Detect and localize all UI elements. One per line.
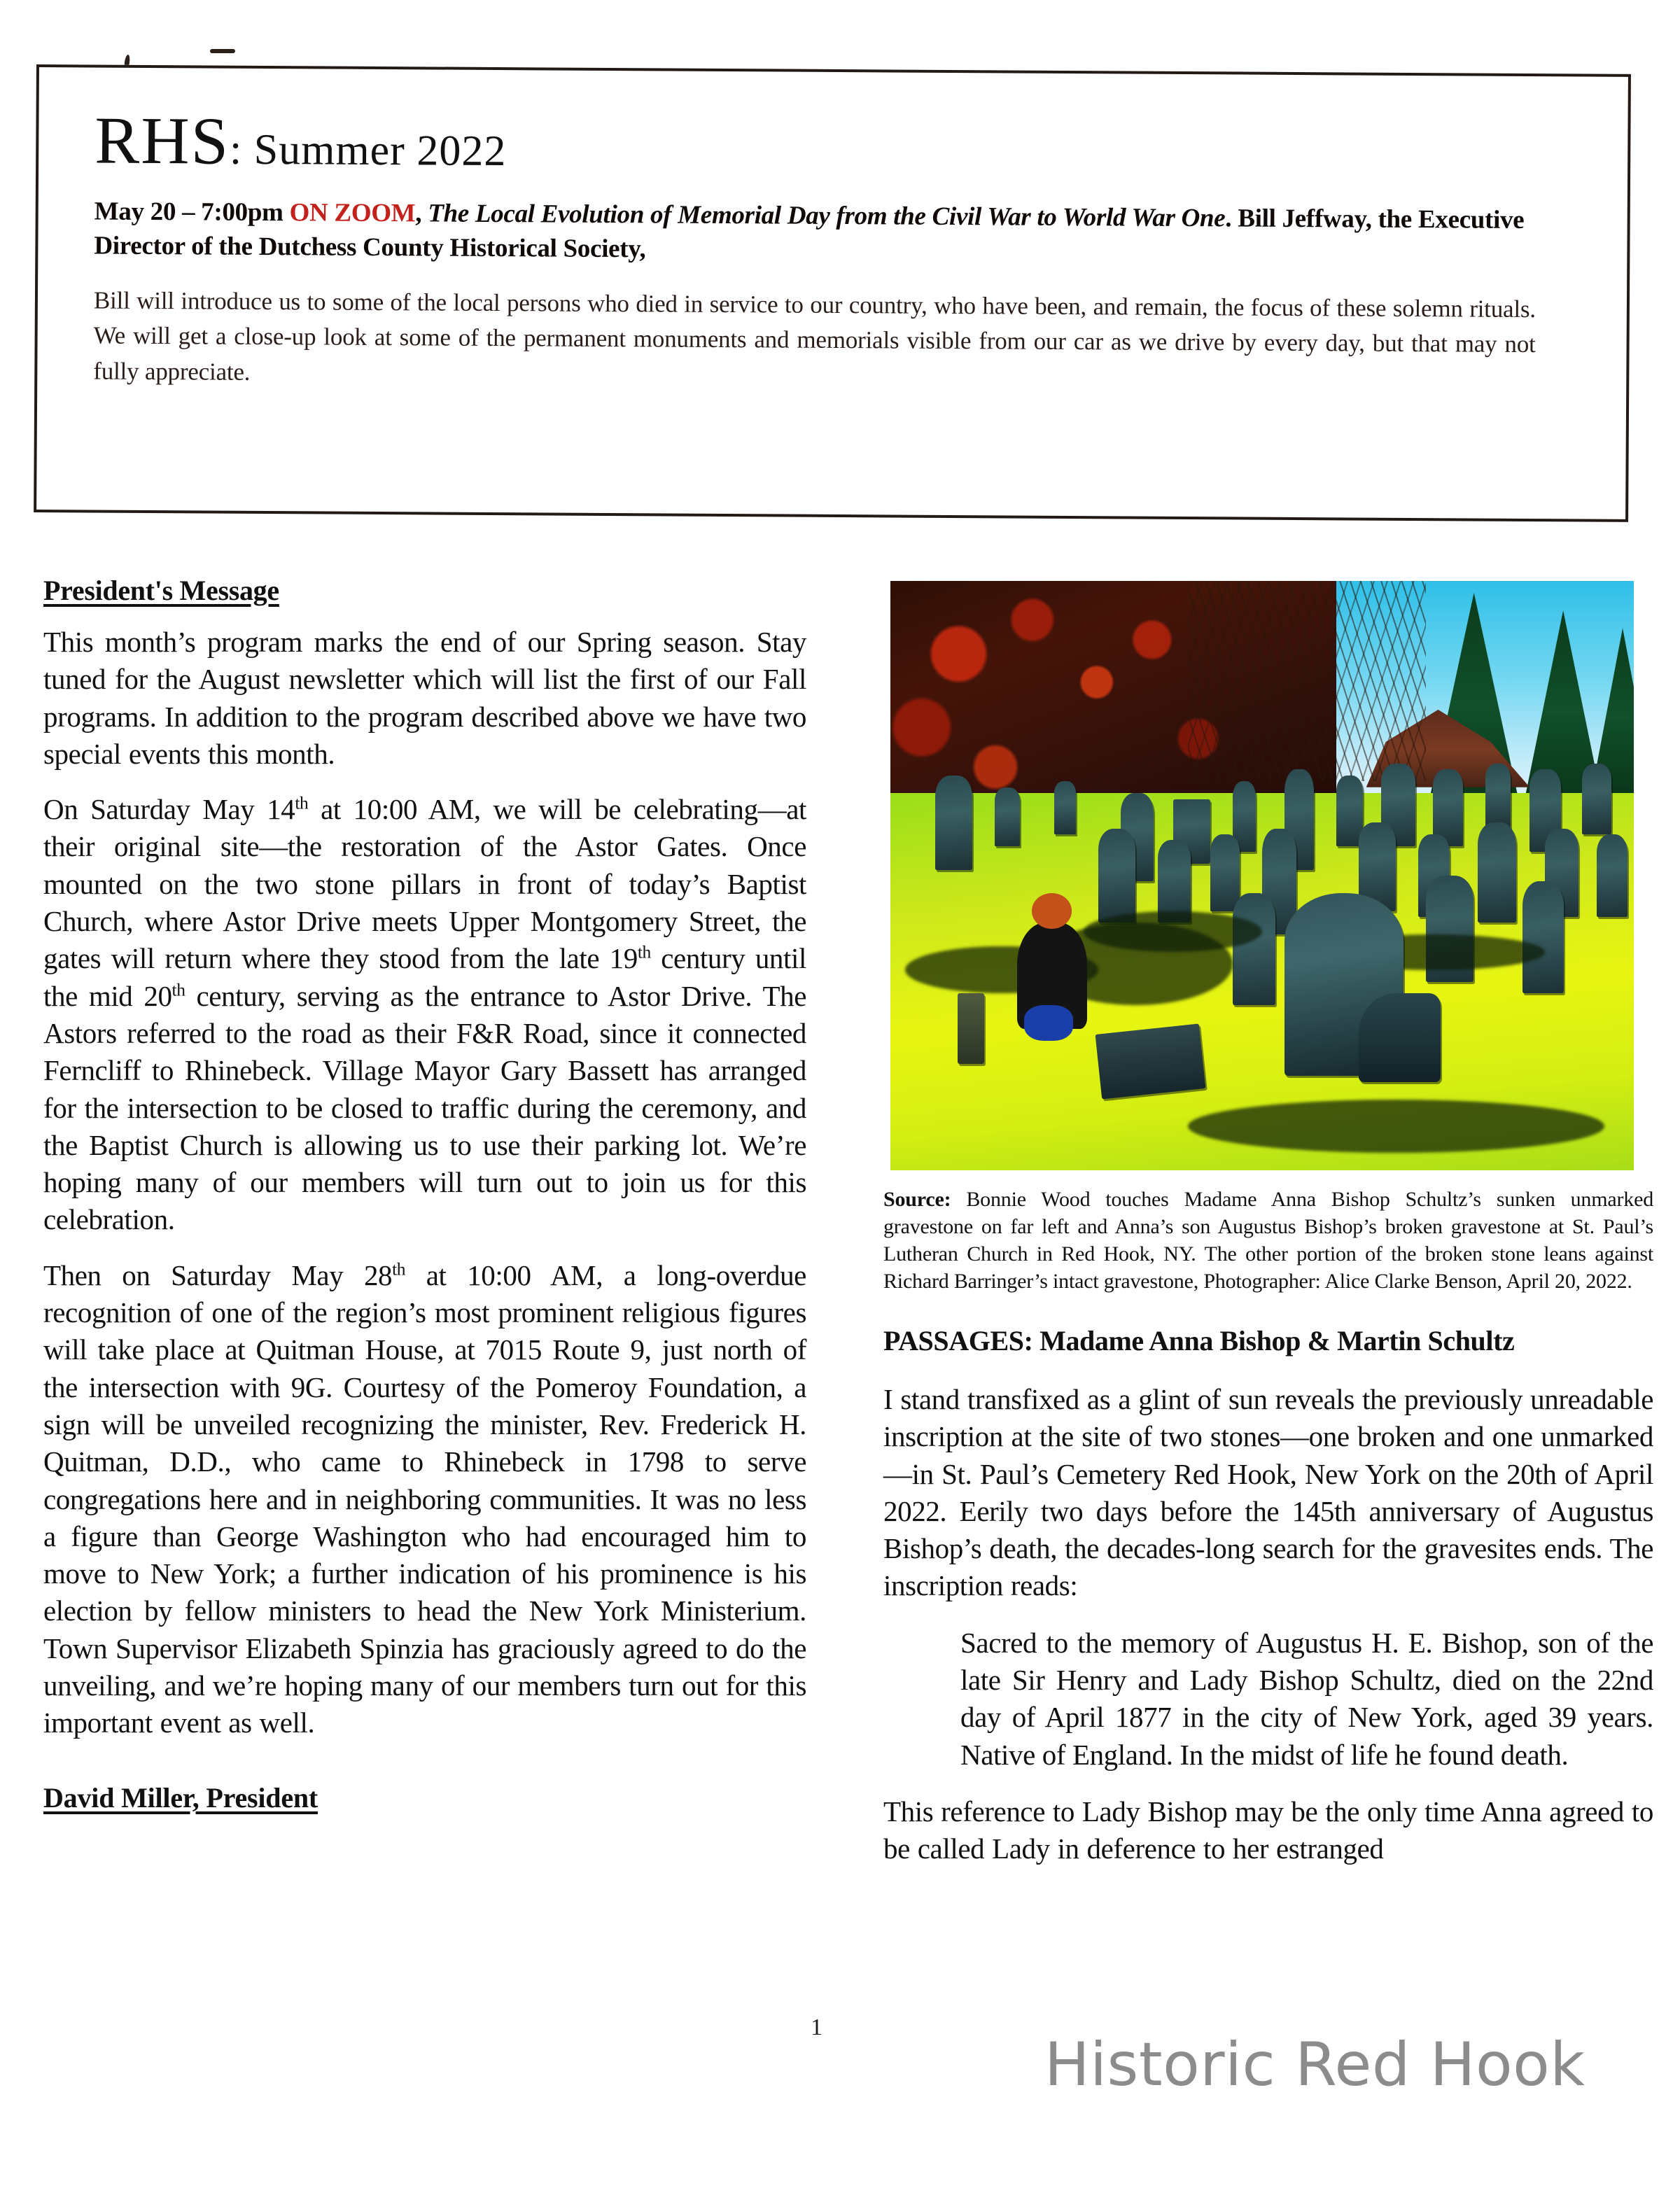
gravestone (935, 776, 972, 870)
para3-part-a: Then on Saturday May 28 (43, 1258, 393, 1291)
ordinal-suffix: th (295, 793, 309, 813)
president-signature: David Miller, President (43, 1781, 318, 1814)
event-zoom-badge: ON ZOOM (289, 198, 416, 228)
broken-gravestone-piece (1096, 1023, 1206, 1099)
event-description: Bill will introduce us to some of the local persons who died in service to our country, who have been, and remain, the focus of these solemn rituals. We will get a close-up look at some of the permanent monuments and memorials visible from our car as we drive by every day, but that may not fully appreciate. (93, 286, 1536, 386)
event-speaker: . Bill Jeffway, the Executive Director of the Dutchess County Historical Society, (94, 204, 1525, 264)
gravestone (1582, 764, 1611, 834)
presidents-message-paragraph-1: This month’s program marks the end of our Spring season. Stay tuned for the August newsletter which will list the first of our Fall programs. In addition to the program described above we have two special events this month. (43, 626, 806, 770)
para2-part-d: century, serving as the entrance to Astor Drive. The Astors referred to the road as their F&R Road, since it connected Ferncliff to Rhinebeck. Village Mayor Gary Bassett has arranged for the intersection to be closed to traffic during the ceremony, and the Baptist Church is allowing us to use their parking lot. We’re hoping many of our members will turn out to join us for this celebration. (43, 979, 806, 1236)
passages-heading: PASSAGES: Madame Anna Bishop & Martin Schultz (883, 1325, 1515, 1356)
para2-part-b: at 10:00 AM, we will be celebrating—at their original site—the restoration of the Astor Gates. Once mounted on the two stone pillars in front of today’s Baptist Church, where Astor Drive meets Upper Montgomery Street, the gates will return where they stood from the late 19 (43, 793, 806, 975)
title-acronym: RHS (94, 102, 230, 178)
scan-speck (210, 49, 235, 53)
gravestone (1098, 829, 1135, 923)
presidents-message-heading: President's Message (43, 575, 279, 606)
photo-canvas (890, 581, 1634, 1170)
event-comma: , (415, 199, 428, 228)
gravestone (1478, 822, 1516, 923)
left-column (43, 574, 806, 1814)
event-datetime: May 20 – 7:00pm (94, 197, 290, 227)
leaning-broken-stone (1359, 993, 1441, 1081)
cemetery-photograph (890, 581, 1634, 1170)
gravestone (1210, 834, 1240, 911)
right-column (883, 574, 1653, 1886)
body-columns (0, 574, 1680, 2202)
caption-source-label: Source: (883, 1188, 951, 1211)
masthead (34, 64, 1631, 522)
sunken-unmarked-gravestone (958, 993, 984, 1064)
gravestone (1158, 840, 1191, 923)
gravestone (1485, 764, 1511, 829)
ordinal-suffix: th (172, 980, 186, 1000)
grass-shadow (1188, 1100, 1604, 1153)
person-jeans (1024, 1005, 1073, 1041)
newsletter-title (94, 102, 1599, 183)
passages-paragraph-2: This reference to Lady Bishop may be the only time Anna agreed to be called Lady in deference to her estranged (883, 1795, 1653, 1865)
title-season: : Summer 2022 (229, 125, 507, 176)
para2-part-c: century until the mid 20 (43, 942, 807, 1012)
gravestone (1597, 834, 1628, 917)
para3-part-b: at 10:00 AM, a long-overdue recognition of one of the region’s most prominent religious figures will take place at Quitman House, at 7015 Route 9, just north of the intersection with 9G. Courtesy of the Pomeroy Foundation, a sign will be unveiled recognizing the minister, Rev. Frederick H. Quitman, D.D., who came to Rhinebeck in 1798 to serve congregations here and in neighboring communities. It was no less a figure than George Washington who had encouraged him to move to New York; a further indication of his prominence is his election by fellow ministers to head the New York Ministerium. Town Supervisor Elizabeth Spinzia has graciously agreed to do the unveiling, and we’re hoping many of our members turn out for this important event as well. (43, 1258, 806, 1739)
person-head (1032, 893, 1072, 929)
event-title: The Local Evolution of Memorial Day from the Civil War to World War One (428, 199, 1226, 233)
gravestone (1054, 781, 1077, 834)
ordinal-suffix: th (637, 942, 651, 962)
ordinal-suffix: th (392, 1259, 406, 1279)
gravestone (995, 787, 1020, 846)
page-number: 1 (811, 2014, 822, 2040)
historic-red-hook-watermark: Historic Red Hook (1044, 2030, 1586, 2100)
gravestone (1522, 881, 1564, 993)
gravestone-inscription: Sacred to the memory of Augustus H. E. Bishop, son of the late Sir Henry and Lady Bishop Schultz, died on the 22nd day of April 1877 in the city of New York, aged 39 years. Native of England. In the midst of life he found death. (960, 1626, 1653, 1771)
gravestone (1233, 893, 1276, 1005)
photo-caption (883, 1186, 1653, 1295)
para2-part-a: On Saturday May 14 (43, 793, 295, 826)
presidents-message-paragraph-3 (43, 1257, 806, 1742)
event-announcement (94, 195, 1558, 272)
caption-body: Bonnie Wood touches Madame Anna Bishop Schultz’s sunken unmarked gravestone on far left and Anna’s son Augustus Bishop’s broken gravestone at St. Paul’s Lutheran Church in Red Hook, NY. The other portion of the broken stone leans against Richard Barringer’s intact gravestone, Photographer: Alice Clarke Benson, April 20, 2022. (883, 1188, 1653, 1293)
passages-paragraph-1: I stand transfixed as a glint of sun reveals the previously unreadable inscription at the site of two stones—one broken and one unmarked—in St. Paul’s Cemetery Red Hook, New York on the 20th of April 2022. Eerily two days before the 145th anniversary of Augustus Bishop’s death, the decades-long search for the gravesites ends. The inscription reads: (883, 1383, 1653, 1602)
presidents-message-paragraph-2 (43, 791, 806, 1239)
bare-branches (1188, 581, 1426, 781)
